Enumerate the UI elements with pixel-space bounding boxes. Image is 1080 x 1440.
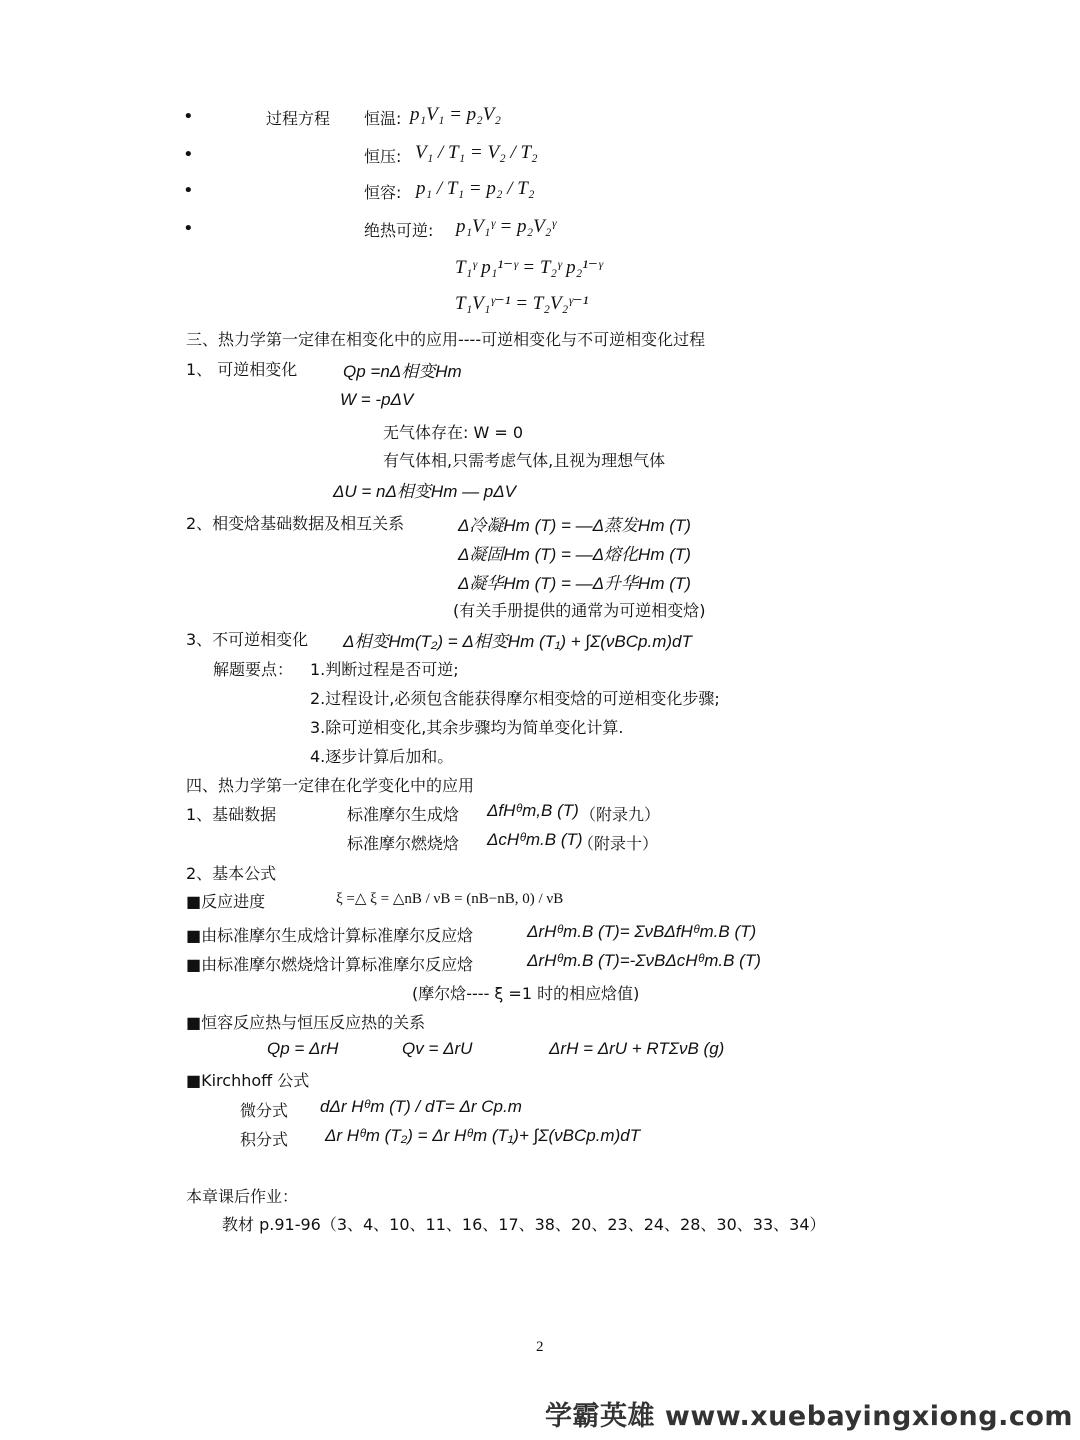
isobaric-equation: V₁ / T₁ = V₂ / T₂ [415, 142, 538, 163]
bullet: • [183, 180, 194, 201]
integral-form-equation: Δr Hᶿm (T₂) = Δr Hᶿm (T₁)+ ∫Σ(νBCp.m)dT [325, 1126, 641, 1145]
key-point: 3.除可逆相变化,其余步骤均为简单变化计算. [310, 718, 624, 737]
reaction-progress-equation: ξ =△ ξ = △nB / νB = (nB−nB, 0) / νB [336, 891, 564, 907]
key-points-label: 解题要点： [213, 660, 294, 679]
reversible-phase-equation: Qp =nΔ相变Hm [343, 362, 462, 381]
isochoric-label: 恒容: [364, 183, 402, 202]
combustion-enthalpy-symbol: ΔcHᶿm.B (T) [487, 830, 583, 849]
isothermal-equation: p₁V₁ = p₂V₂ [410, 104, 501, 125]
molar-enthalpy-note: (摩尔焓---- ξ =1 时的相应焓值) [412, 984, 640, 1003]
phase-enthalpy-label: 2、相变焓基础数据及相互关系 [186, 514, 405, 533]
adiabatic-equation-tp: T₁ᵞ p₁¹⁻ᵞ = T₂ᵞ p₂¹⁻ᵞ [455, 257, 603, 278]
combustion-calc-label: ■由标准摩尔燃烧焓计算标准摩尔反应焓 [186, 955, 474, 974]
solidification-equation: Δ凝固Hm (T) = —Δ熔化Hm (T) [458, 545, 691, 564]
reaction-enthalpy-relation: ΔrH = ΔrU + RTΣνB (g) [549, 1039, 725, 1058]
heat-relation-label: ■恒容反应热与恒压反应热的关系 [186, 1013, 426, 1032]
key-point: 4.逐步计算后加和。 [310, 747, 454, 766]
section3-heading: 三、热力学第一定律在相变化中的应用----可逆相变化与不可逆相变化过程 [186, 330, 706, 349]
section4-heading: 四、热力学第一定律在化学变化中的应用 [186, 776, 475, 795]
isochoric-equation: p₁ / T₁ = p₂ / T₂ [416, 178, 535, 199]
isobaric-label: 恒压: [364, 147, 402, 166]
process-equations-title: 过程方程 [266, 109, 331, 128]
differential-form-label: 微分式 [240, 1101, 289, 1120]
irreversible-phase-equation: Δ相变Hm(T₂) = Δ相变Hm (T₁) + ∫Σ(νBCp.m)dT [343, 632, 692, 651]
key-point: 1.判断过程是否可逆; [310, 660, 459, 679]
irreversible-phase-label: 3、不可逆相变化 [186, 630, 309, 649]
adiabatic-label: 绝热可逆: [364, 221, 434, 240]
work-equation: W = -pΔV [340, 390, 414, 409]
internal-energy-equation: ΔU = nΔ相变Hm — pΔV [333, 482, 516, 501]
qv-equation: Qv = ΔrU [402, 1039, 473, 1058]
formation-enthalpy-symbol: ΔfHᶿm,B (T) [487, 801, 579, 820]
with-gas-note: 有气体相,只需考虑气体,且视为理想气体 [383, 451, 666, 470]
appendix-10: （附录十） [578, 834, 659, 853]
adiabatic-equation-tv: T₁V₁ᵞ⁻¹ = T₂V₂ᵞ⁻¹ [455, 293, 589, 314]
isothermal-label: 恒温: [364, 109, 402, 128]
basic-formula-label: 2、基本公式 [186, 864, 277, 883]
adiabatic-equation: p₁V₁ᵞ = p₂V₂ᵞ [456, 216, 556, 237]
homework-label: 本章课后作业： [186, 1187, 299, 1206]
formation-calc-label: ■由标准摩尔生成焓计算标准摩尔反应焓 [186, 926, 474, 945]
homework-text: 教材 p.91-96（3、4、10、11、16、17、38、20、23、24、28、30、33、34） [222, 1215, 826, 1234]
formation-enthalpy-name: 标准摩尔生成焓 [347, 805, 460, 824]
condensation-equation: Δ冷凝Hm (T) = —Δ蒸发Hm (T) [458, 516, 691, 535]
combustion-calc-equation: ΔrHᶿm.B (T)=-ΣνBΔcHᶿm.B (T) [527, 951, 761, 970]
bullet: • [183, 106, 194, 127]
differential-form-equation: dΔr Hᶿm (T) / dT= Δr Cp.m [320, 1097, 522, 1116]
key-point: 2.过程设计,必须包含能获得摩尔相变焓的可逆相变化步骤; [310, 689, 720, 708]
footer-watermark: 学霸英雄 www.xuebayingxiong.com [545, 1401, 1074, 1432]
page-number: 2 [536, 1339, 544, 1355]
bullet: • [183, 218, 194, 239]
combustion-enthalpy-name: 标准摩尔燃烧焓 [347, 834, 460, 853]
reaction-progress-label: ■反应进度 [186, 892, 266, 911]
formation-calc-equation: ΔrHᶿm.B (T)= ΣνBΔfHᶿm.B (T) [527, 922, 757, 941]
reversible-phase-label: 1、 可逆相变化 [186, 360, 298, 379]
basic-data-label: 1、基础数据 [186, 805, 277, 824]
bullet: • [183, 144, 194, 165]
kirchhoff-label: ■Kirchhoff 公式 [186, 1071, 310, 1090]
integral-form-label: 积分式 [240, 1130, 289, 1149]
deposition-equation: Δ凝华Hm (T) = —Δ升华Hm (T) [458, 574, 691, 593]
appendix-9: （附录九） [580, 805, 661, 824]
handbook-note: (有关手册提供的通常为可逆相变焓) [453, 601, 706, 620]
qp-equation: Qp = ΔrH [267, 1039, 339, 1058]
no-gas-note: 无气体存在: W = 0 [383, 423, 524, 442]
